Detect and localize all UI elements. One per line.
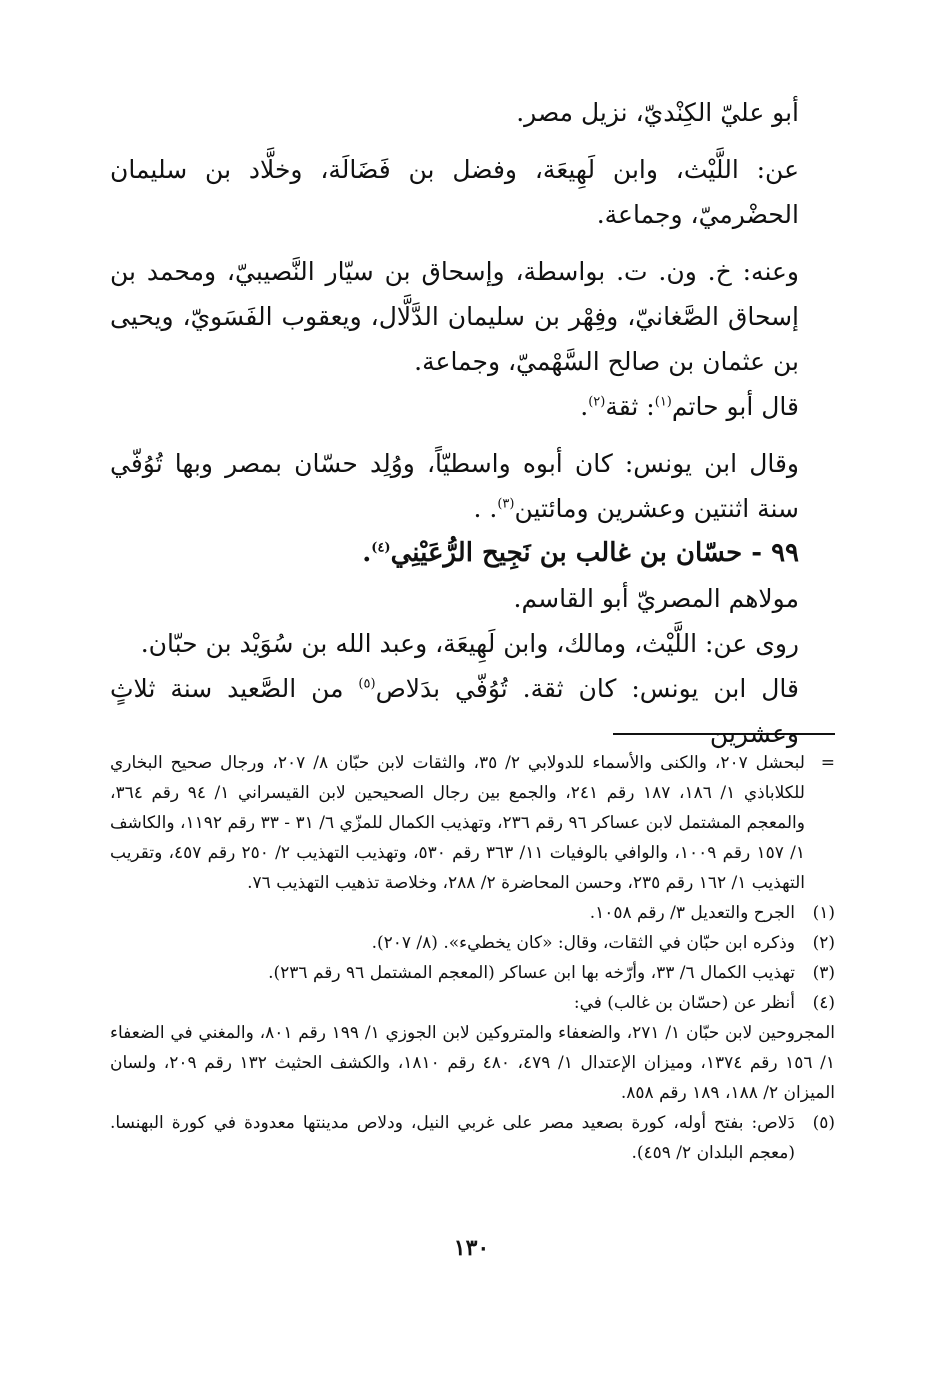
footnote-text: المجروحين لابن حبّان ١/ ٢٧١، والضعفاء والمتروكين لابن الجوزي ١/ ١٩٩ رقم ٨٠١، والمغني في الضعفاء ١/ ١٥٦ رقم ١٣٧٤، وميزان الإعتدال ١/ ٤٧٩، ٤٨٠ رقم ١٨١٠، والكشف الحثيث ١٣٢ رقم ٢٠٩، ولسان الميزان ٢/ ١٨٨، ١٨٩ رقم ٨٥٨. — [110, 1023, 836, 1103]
footnote-number: (٣) — [812, 963, 835, 983]
text-span: من الصَّعيد سنة ثلاثٍ وعشرين — [110, 674, 799, 748]
footnote-ref[interactable]: (٥) — [358, 676, 376, 692]
entry-heading — [110, 531, 835, 576]
footnote-text: تهذيب الكمال ٦/ ٣٣، وأرّخه بها ابن عساكر (المعجم المشتمل ٩٦ رقم ٢٣٦). — [268, 963, 795, 983]
footnote-divider — [613, 733, 835, 735]
paragraph: عن: اللَّيْث، وابن لَهِيعَة، وفضل بن فَضَالَة، وخلَّاد بن سليمان الحضْرميّ، وجماعة. — [110, 155, 799, 229]
text-line: روى عن: اللَّيْث، ومالك، وابن لَهِيعَة، وعبد الله بن سُوَيْد بن حبّان. — [140, 629, 799, 658]
footnote-number: (١) — [812, 903, 835, 923]
text-span: قال ابن يونس: كان ثقة. تُوُفّي بدَلاص — [375, 674, 799, 703]
footnote-number: (٥) — [812, 1113, 835, 1133]
text-line — [110, 666, 835, 756]
footnote-text: الجرح والتعديل ٣/ رقم ١٠٥٨. — [589, 903, 795, 923]
page-number: ١٣٠ — [453, 1235, 490, 1261]
footnote-item — [110, 898, 835, 928]
footnotes — [110, 748, 835, 1168]
footnote-number: (٢) — [812, 933, 835, 953]
footnote-text: وذكره ابن حبّان في الثقات، وقال: «كان يخطيء». (٨/ ٢٠٧). — [371, 933, 795, 953]
footnote-text: أنظر عن (حسّان بن غالب) في: — [573, 993, 795, 1013]
text-line: مولاهم المصريّ أبو القاسم. — [513, 584, 799, 613]
text-span: . — [580, 392, 589, 421]
paragraph — [110, 441, 835, 531]
footnote-item — [110, 988, 835, 1018]
footnote-text: دَلاص: بفتح أوله، كورة بصعيد مصر على غربي النيل، ودلاص مدينتها معدودة في كورة البهنسا. (معجم البلدان ٢/ ٤٥٩). — [110, 1113, 795, 1163]
footnote-item — [110, 958, 835, 988]
text-line: أبو عليّ الكِنْديّ، نزيل مصر. — [516, 98, 799, 127]
footnote-ref[interactable]: (٣) — [497, 496, 515, 512]
footnote-item — [110, 1018, 835, 1108]
text-span: . . — [473, 494, 498, 523]
paragraph: وعنه: خ. ون. ت. بواسطة، وإسحاق بن سيّار النَّصيبيّ، ومحمد بن إسحاق الصَّغانيّ، وفِهْر بن سليمان الدَّلَّال، ويعقوب الفَسَويّ، ويحيى بن عثمان بن صالح السَّهْميّ، وجماعة. — [110, 257, 799, 376]
entry-title: ٩٩ - حسّان بن غالب بن نَجِيح الرُّعَيْنِي — [390, 538, 799, 568]
footnote-item — [110, 928, 835, 958]
footnote-text: لبحشل ٢٠٧، والكنى والأسماء للدولابي ٢/ ٣٥، والثقات لابن حبّان ٨/ ٢٠٧، ورجال صحيح البخاري للكلاباذي ١/ ١٨٦، ١٨٧ رقم ٢٤١، والجمع بين رجال الصحيحين لابن القيسراني ١/ ٩٤ رقم ٣٦٤، والمعجم المشتمل لابن عساكر ٩٦ رقم ٢٣٦، وتهذيب الكمال للمزّي ٦/ ٣١ - ٣٣ رقم ١١٩٢، والكاشف ١/ ١٥٧ رقم ١٠٠٩، والوافي بالوفيات ١١/ ٣٦٣ رقم ٥٣٠، وتهذيب التهذيب ٢/ ٢٥٠ رقم ٤٥٧، وتقريب التهذيب ١/ ١٦٢ رقم ٢٣٥، وحسن المحاضرة ٢/ ٢٨٨، وخلاصة تذهيب التهذيب ٧٦. — [110, 753, 805, 893]
footnote-ref[interactable]: (٢) — [588, 394, 606, 410]
text-span: قال أبو حاتم — [671, 392, 799, 421]
main-text — [110, 90, 835, 756]
footnote-ref[interactable]: (١) — [654, 394, 672, 410]
paragraph — [110, 384, 835, 429]
footnote-continuation — [110, 748, 835, 898]
footnote-ref[interactable]: (٤) — [371, 540, 391, 556]
text-span: وقال ابن يونس: كان أبوه واسطيّاً، ووُلِد حسّان بمصر وبها تُوُفّي سنة اثنتين وعشرين ومائتين — [110, 449, 799, 523]
text-span: : ثقة — [605, 392, 655, 421]
footnote-number: (٤) — [812, 993, 835, 1013]
footnote-item — [110, 1108, 835, 1168]
continuation-mark: = — [820, 753, 835, 773]
text-span: . — [362, 538, 372, 568]
